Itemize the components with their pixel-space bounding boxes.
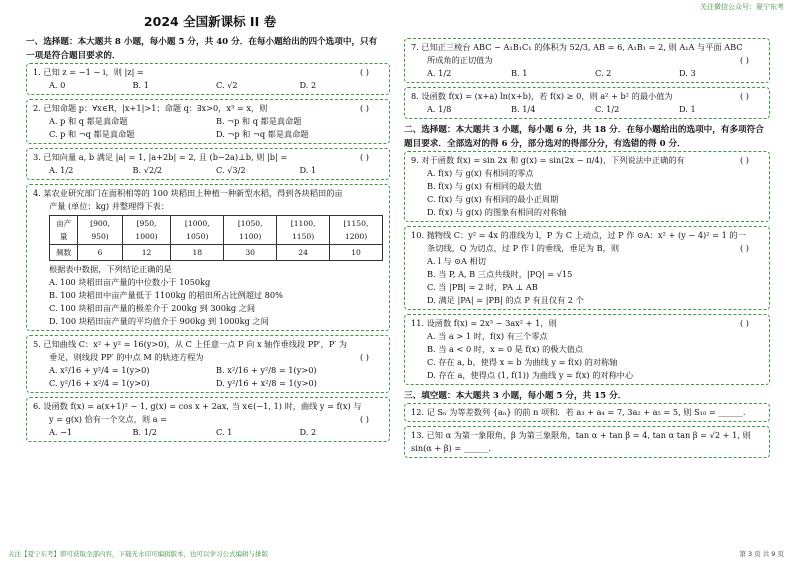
header-note: 关注微信公众号：夏宁东考	[700, 3, 784, 11]
option-c: C. √2	[216, 80, 238, 90]
question-5: ( ) 5. 已知曲线 C：x² + y² = 16(y>0)，从 C 上任意一点 P 向 x 轴作垂线段 PP′，P′ 为 垂足，则线段 PP′ 的中点 M 的轨迹方程为 A. x²/16 + y²/4 = 1(y>0) B. x²/16 + y²/8 = 1(y>0) C. y²/16 + x²/4 = 1(y>0) D. y²/16 + x²/8 = 1(y>0)	[26, 335, 390, 393]
question-stem: 10. 抛物线 C：y² = 4x 的准线为 l，P 为 C 上动点，过 P 作 ⊙A：x² + (y − 4)² = 1 的一	[411, 230, 746, 240]
option-d: D. 存在 a，使得点 (1, f(1)) 为曲线 y = f(x) 的对称中心	[427, 370, 634, 380]
option-c: C. 存在 a, b，使得 x = b 为曲线 y = f(x) 的对称轴	[427, 357, 618, 367]
question-stem: 8. 设函数 f(x) = (x+a) ln(x+b)，若 f(x) ≥ 0，则 a² + b² 的最小值为	[411, 91, 673, 101]
question-3: ( ) 3. 已知向量 a, b 满足 |a| = 1, |a+2b| = 2, 且 (b−2a)⊥b, 则 |b| = A. 1/2 B. √2/2 C. √3/2 D. 1	[26, 148, 390, 180]
option-c: C. f(x) 与 g(x) 有相同的最小正周期	[427, 194, 559, 204]
option-d: D. ¬p 和 ¬q 都是真命题	[216, 129, 309, 139]
table-cell: 24	[277, 245, 330, 261]
question-4: 4. 某农业研究部门在面积相等的 100 块稻田上种植一种新型水稻，得到各块稻田的亩 产量 (单位：kg) 并整理得下表： 亩产量 [900, 950) [950, 1000) [1000, 1050) [1050, 1100) [1100, 1150) [1150, 1200) 频数 6 12 18 30 24 10 根据表中数据，下列结论正确的是 A. 100 块稻田亩产量的中位数小于 1050kg B. 100 块稻田中亩产量低于 1100kg 的稻田所占比例超过 80% C. 100 块稻田亩产量的极差介于 200kg 到 300kg 之间 D. 100 块稻田亩产量的平均值介于 900kg 到 1000kg 之间	[26, 184, 390, 331]
option-b: B. 当 P, A, B 三点共线时，|PQ| = √15	[427, 269, 573, 279]
question-13: 13. 已知 α 为第一象限角，β 为第三象限角，tan α + tan β = 4, tan α tan β = √2 + 1, 则 sin(α + β) = ______.	[404, 426, 770, 458]
section-3-heading: 三、填空题：本大题共 3 小题，每小题 5 分，共 15 分．	[404, 391, 627, 401]
table-header-cell: [950, 1000)	[122, 216, 171, 245]
question-stem: 5. 已知曲线 C：x² + y² = 16(y>0)，从 C 上任意一点 P 向 x 轴作垂线段 PP′，P′ 为	[33, 339, 347, 349]
question-12	[404, 403, 770, 422]
option-b: B. √2/2	[132, 165, 163, 175]
question-6: ( ) 6. 设函数 f(x) = a(x+1)² − 1, g(x) = cos x + 2ax, 当 x∈(−1, 1) 时，曲线 y = f(x) 与 y = g(x) 恰有一个交点，则 a = A. −1 B. 1/2 C. 1 D. 2	[26, 397, 390, 442]
option-c: C. 2	[595, 68, 612, 78]
question-stem: 4. 某农业研究部门在面积相等的 100 块稻田上种植一种新型水稻，得到各块稻田的亩	[33, 188, 343, 198]
right-column	[404, 38, 770, 462]
option-d: D. f(x) 与 g(x) 的图象有相同的对称轴	[427, 207, 567, 217]
option-a: A. 1/2	[49, 165, 74, 175]
option-a: A. f(x) 与 g(x) 有相同的零点	[427, 168, 534, 178]
options	[33, 115, 383, 141]
table-cell: 18	[171, 245, 224, 261]
option-a: A. p 和 q 都是真命题	[49, 116, 128, 126]
option-b: B. 1/2	[132, 427, 157, 437]
option-d: D. 满足 |PA| = |PB| 的点 P 有且仅有 2 个	[427, 295, 584, 305]
table-header-cell: [1150, 1200)	[330, 216, 383, 245]
options	[33, 426, 383, 439]
table-header-cell: [1000, 1050)	[171, 216, 224, 245]
option-b: B. x²/16 + y²/8 = 1(y>0)	[216, 365, 317, 375]
page-title: 2024 全国新课标 II 卷	[143, 14, 277, 29]
table-cell: 30	[224, 245, 277, 261]
option-b: B. 1	[511, 68, 528, 78]
option-c: C. y²/16 + x²/4 = 1(y>0)	[49, 378, 150, 388]
option-c: C. 当 |PB| = 2 时，PA ⊥ AB	[427, 282, 538, 292]
option-a: A. 当 a > 1 时，f(x) 有三个零点	[427, 331, 548, 341]
option-a: A. l 与 ⊙A 相切	[427, 256, 486, 266]
option-b: B. 100 块稻田中亩产量低于 1100kg 的稻田所占比例超过 80%	[49, 290, 283, 300]
question-11: ( ) 11. 设函数 f(x) = 2x³ − 3ax² + 1，则 A. 当 a > 1 时，f(x) 有三个零点 B. 当 a < 0 时，x = 0 是 f(x) 的极大值点 C. 存在 a, b，使得 x = b 为曲线 y = f(x) 的对称轴 D. 存在 a，使得点 (1, f(1)) 为曲线 y = f(x) 的对称中心	[404, 314, 770, 385]
question-stem: 13. 已知 α 为第一象限角，β 为第三象限角，tan α + tan β = 4, tan α tan β = √2 + 1, 则	[411, 430, 751, 440]
options	[33, 79, 383, 92]
option-d: D. 2	[299, 80, 317, 90]
option-d: D. 1	[679, 104, 696, 114]
section-2-heading: 二、选择题：本大题共 3 小题，每小题 6 分，共 18 分．在每小题给出的选项中，有多项符合 题目要求．全部选对的得 6 分，部分选对的得部分分，有选错的得 0 分．	[404, 125, 764, 149]
table-header-cell: [900, 950)	[78, 216, 122, 245]
option-d: D. y²/16 + x²/8 = 1(y>0)	[216, 378, 317, 388]
option-b: B. f(x) 与 g(x) 有相同的最大值	[427, 181, 542, 191]
options	[33, 164, 383, 177]
yield-table	[49, 215, 383, 261]
option-b: B. ¬p 和 q 都是真命题	[216, 116, 302, 126]
option-d: D. 2	[299, 427, 317, 437]
question-stem: 6. 设函数 f(x) = a(x+1)² − 1, g(x) = cos x + 2ax, 当 x∈(−1, 1) 时，曲线 y = f(x) 与	[33, 401, 362, 411]
left-column	[26, 35, 390, 446]
table-cell: 10	[330, 245, 383, 261]
question-2: ( ) 2. 已知命题 p：∀x∈R，|x+1|>1；命题 q：∃x>0，x³ = x，则 A. p 和 q 都是真命题 B. ¬p 和 q 都是真命题 C. p 和 ¬q 都是真命题 D. ¬p 和 ¬q 都是真命题	[26, 99, 390, 144]
question-stem: 9. 对于函数 f(x) = sin 2x 和 g(x) = sin(2x − π/4)，下列说法中正确的有	[411, 155, 685, 165]
option-d: D. 3	[679, 68, 696, 78]
option-a: A. 100 块稻田亩产量的中位数小于 1050kg	[49, 277, 211, 287]
option-c: C. √3/2	[216, 165, 246, 175]
question-stem: 2. 已知命题 p：∀x∈R，|x+1|>1；命题 q：∃x>0，x³ = x，则	[33, 103, 268, 113]
option-c: C. 1/2	[595, 104, 620, 114]
question-8: ( ) 8. 设函数 f(x) = (x+a) ln(x+b)，若 f(x) ≥ 0，则 a² + b² 的最小值为 A. 1/8 B. 1/4 C. 1/2 D. 1	[404, 87, 770, 119]
option-b: B. 1	[132, 80, 149, 90]
option-a: A. 0	[49, 80, 66, 90]
footer-note: 关注【夏宁东考】即可获取全部内容，下载无水印可编辑版本，也可以学习公式编辑与排版	[8, 550, 268, 558]
option-a: A. −1	[49, 427, 73, 437]
option-c: C. 1	[216, 427, 233, 437]
option-b: B. 当 a < 0 时，x = 0 是 f(x) 的极大值点	[427, 344, 584, 354]
question-stem: 7. 已知正三棱台 ABC − A₁B₁C₁ 的体积为 52/3, AB = 6, A₁B₁ = 2, 则 A₁A 与平面 ABC	[411, 42, 743, 52]
question-stem: 11. 设函数 f(x) = 2x³ − 3ax² + 1，则	[411, 318, 557, 328]
question-stem: 3. 已知向量 a, b 满足 |a| = 1, |a+2b| = 2, 且 (b−2a)⊥b, 则 |b| =	[33, 152, 288, 162]
table-header-cell: [1050, 1100)	[224, 216, 277, 245]
option-c: C. 100 块稻田亩产量的极差介于 200kg 到 300kg 之间	[49, 303, 256, 313]
table-cell: 频数	[50, 245, 78, 261]
section-1-heading: 一、选择题：本大题共 8 小题，每小题 5 分，共 40 分．在每小题给出的四个选项中，只有 一项是符合题目要求的．	[26, 37, 378, 61]
option-d: D. 1	[299, 165, 317, 175]
options	[411, 67, 763, 80]
question-10: ( ) 10. 抛物线 C：y² = 4x 的准线为 l，P 为 C 上动点，过 P 作 ⊙A：x² + (y − 4)² = 1 的一 条切线，Q 为切点，过 P 作 l 的垂线，垂足为 B，则 A. l 与 ⊙A 相切 B. 当 P, A, B 三点共线时，|PQ| = √15 C. 当 |PB| = 2 时，PA ⊥ AB D. 满足 |PA| = |PB| 的点 P 有且仅有 2 个	[404, 226, 770, 310]
option-b: B. 1/4	[511, 104, 536, 114]
option-a: A. 1/2	[427, 68, 452, 78]
table-header-cell: 亩产量	[50, 216, 78, 245]
option-c: C. p 和 ¬q 都是真命题	[49, 129, 135, 139]
options	[411, 103, 763, 116]
options	[33, 364, 383, 390]
question-stem: 1. 已知 z = −1 − i，则 |z| =	[33, 67, 144, 77]
table-header-cell: [1100, 1150)	[277, 216, 330, 245]
question-7: ( ) 7. 已知正三棱台 ABC − A₁B₁C₁ 的体积为 52/3, AB = 6, A₁B₁ = 2, 则 A₁A 与平面 ABC 所成角的正切值为 A. 1/2 B. 1 C. 2 D. 3	[404, 38, 770, 83]
option-d: D. 100 块稻田亩产量的平均值介于 900kg 到 1000kg 之间	[49, 316, 269, 326]
page-number: 第 3 页 共 9 页	[739, 550, 784, 558]
question-9: ( ) 9. 对于函数 f(x) = sin 2x 和 g(x) = sin(2x − π/4)，下列说法中正确的有 A. f(x) 与 g(x) 有相同的零点 B. f(x) 与 g(x) 有相同的最大值 C. f(x) 与 g(x) 有相同的最小正周期 D. f(x) 与 g(x) 的图象有相同的对称轴	[404, 151, 770, 222]
question-stem: 12. 记 Sₙ 为等差数列 {aₙ} 的前 n 项和．若 a₃ + a₄ = 7, 3a₂ + a₅ = 5, 则 S₁₀ = ______.	[411, 407, 746, 417]
option-a: A. 1/8	[427, 104, 452, 114]
table-cell: 12	[122, 245, 171, 261]
option-a: A. x²/16 + y²/4 = 1(y>0)	[49, 365, 150, 375]
question-1: ( ) 1. 已知 z = −1 − i，则 |z| = A. 0 B. 1 C. √2 D. 2	[26, 63, 390, 95]
table-cell: 6	[78, 245, 122, 261]
